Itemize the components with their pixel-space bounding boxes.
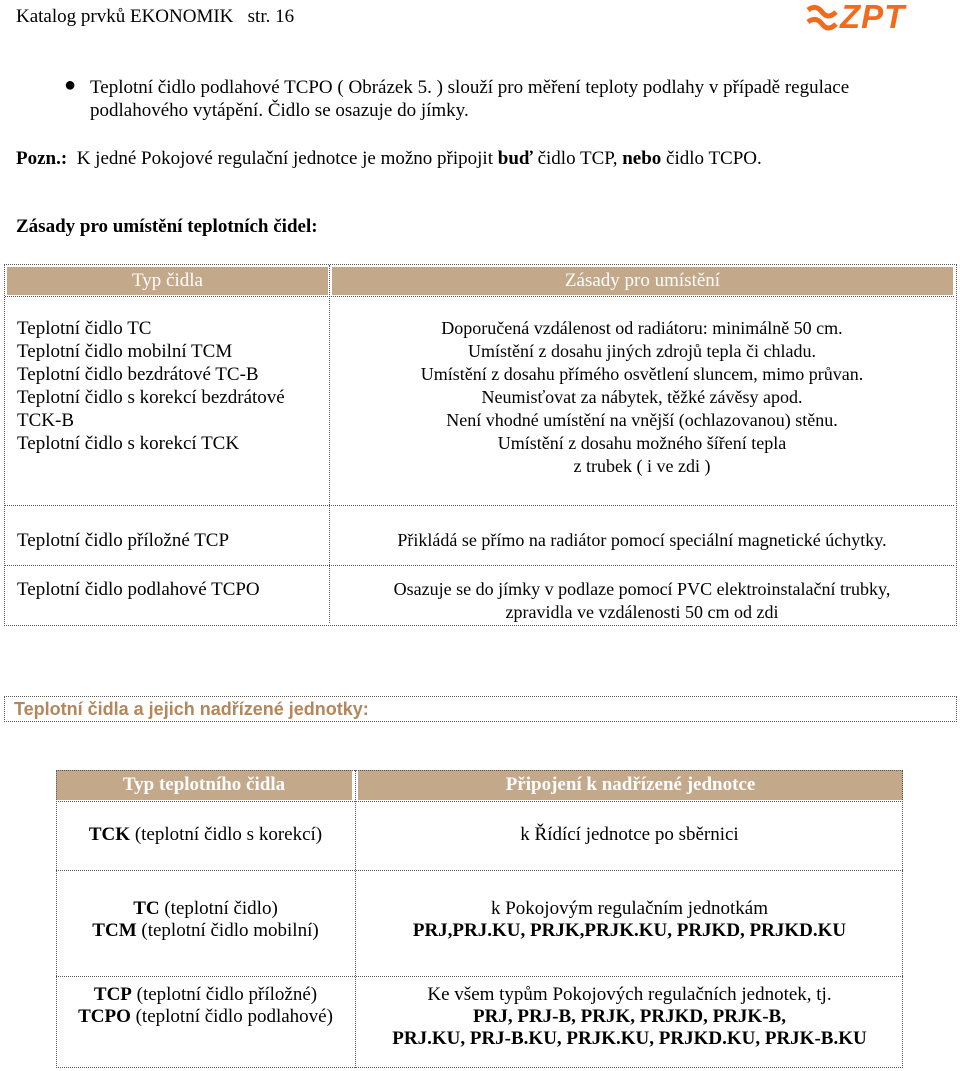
- section1-title: Zásady pro umístění teplotních čidel:: [16, 216, 318, 237]
- list-item: Umístění z dosahu možného šíření tepla: [497, 433, 787, 453]
- placement-table: [4, 264, 957, 626]
- table-divider: [329, 265, 330, 623]
- units-row2-connection: [356, 898, 903, 942]
- list-item: Teplotní čidlo TC: [17, 318, 152, 339]
- row3-rule: [331, 578, 953, 624]
- logo-text: ZPT: [840, 0, 906, 35]
- zpt-logo: [806, 0, 936, 36]
- row1-placement-rules: [331, 317, 953, 478]
- section2-title: Teplotní čidla a jejich nadřízené jednotky:: [14, 699, 369, 719]
- row2-rule: Přikládá se přímo na radiátor pomocí speciální magnetické úchytky.: [397, 530, 887, 550]
- list-item: Osazuje se do jímky v podlaze pomocí PVC elektroinstalační trubky,: [393, 579, 891, 599]
- sensor-desc: (teplotní čidlo příložné): [131, 984, 318, 1005]
- row-rule: [5, 565, 954, 566]
- sensor-code: TCM: [92, 920, 137, 941]
- header-rule: [56, 801, 903, 802]
- row1-sensor-list: [17, 317, 327, 455]
- units-row3-connection: [356, 984, 903, 1050]
- bullet-paragraph: [90, 76, 950, 122]
- col-header-placement: Zásady pro umístění: [332, 267, 953, 295]
- note-label: Pozn.: [16, 148, 61, 169]
- row-rule: [5, 505, 954, 506]
- page-header-title: Katalog prvků EKONOMIK str. 16: [16, 6, 295, 27]
- list-item: Umístění z dosahu přímého osvětlení sluncem, mimo průvan.: [420, 364, 864, 384]
- list-item: Není vhodné umístění na vnější (ochlazovanou) stěnu.: [446, 410, 838, 430]
- list-item: PRJ.KU, PRJ-B.KU, PRJK.KU, PRJKD.KU, PRJK-B.KU: [392, 1028, 867, 1049]
- list-item: Teplotní čidlo s korekcí bezdrátové: [17, 387, 285, 408]
- note-text-3: čidlo TCPO.: [661, 148, 762, 169]
- units-row1-sensor: [56, 824, 355, 846]
- sensor-code: TCP: [93, 984, 132, 1005]
- row3-sensor: Teplotní čidlo podlahové TCPO: [17, 579, 260, 600]
- units-row2-sensor: [56, 898, 355, 942]
- list-item: Ke všem typům Pokojových regulačních jednotek, tj.: [427, 984, 832, 1005]
- col-header-type: Typ čidla: [7, 267, 328, 295]
- row2-sensor: Teplotní čidlo příložné TCP: [17, 530, 230, 551]
- units-table: [56, 770, 903, 1068]
- note-text-2: čidlo TCP,: [532, 148, 623, 169]
- list-item: Teplotní čidlo bezdrátové TC-B: [17, 364, 259, 385]
- note-bold-2: nebo: [622, 148, 662, 169]
- list-item: TCK-B: [17, 410, 74, 431]
- sensor-code: TCPO: [78, 1006, 131, 1027]
- sensor-desc: (teplotní čidlo podlahové): [130, 1006, 333, 1027]
- sensor-desc: (teplotní čidlo s korekcí): [130, 824, 323, 845]
- header-rule: [5, 296, 954, 297]
- note-bold-1: buď: [497, 148, 533, 169]
- list-item: Doporučená vzdálenost od radiátoru: minimálně 50 cm.: [441, 318, 843, 338]
- list-item: [56, 1006, 355, 1028]
- row-rule: [56, 976, 903, 977]
- list-item: Umístění z dosahu jiných zdrojů tepla či chladu.: [468, 341, 816, 361]
- bullet-icon: ●: [64, 74, 77, 96]
- bullet-line-1: Teplotní čidlo podlahové TCPO ( Obrázek 5. ) slouží pro měření teploty podlahy v případě regulace: [90, 77, 850, 98]
- sensor-code: TC: [133, 898, 160, 919]
- units-row3-sensor: [56, 984, 355, 1028]
- bullet-line-2: podlahového vytápění. Čidlo se osazuje do jímky.: [90, 100, 469, 121]
- note-text-1: K jedné Pokojové regulační jednotce je možno připojit: [67, 148, 498, 169]
- list-item: zpravidla ve vzdálenosti 50 cm od zdi: [505, 602, 779, 622]
- list-item: PRJ,PRJ.KU, PRJK,PRJK.KU, PRJKD, PRJKD.KU: [412, 920, 847, 941]
- list-item: z trubek ( i ve zdi ): [573, 456, 711, 476]
- logo-wave-icon: [806, 4, 842, 32]
- list-item: Neumisťovat za nábytek, těžké závěsy apod.: [481, 387, 803, 407]
- list-item: [56, 920, 355, 942]
- list-item: Teplotní čidlo s korekcí TCK: [17, 433, 240, 454]
- note-paragraph: [16, 148, 762, 170]
- list-item: [56, 898, 355, 920]
- list-item: Teplotní čidlo mobilní TCM: [17, 341, 233, 362]
- list-item: k Pokojovým regulačním jednotkám: [490, 898, 769, 919]
- list-item: PRJ, PRJ-B, PRJK, PRJKD, PRJK-B,: [473, 1006, 786, 1027]
- col-header-connection: Připojení k nadřízené jednotce: [358, 770, 903, 800]
- list-item: [56, 984, 355, 1006]
- units-row1-connection: k Řídící jednotce po sběrnici: [520, 824, 739, 845]
- note-colon: :: [60, 148, 68, 169]
- sensor-desc: (teplotní čidlo mobilní): [136, 920, 319, 941]
- sensor-code: TCK: [88, 824, 131, 845]
- row-rule: [56, 870, 903, 871]
- sensor-desc: (teplotní čidlo): [159, 898, 278, 919]
- col-header-sensor-type: Typ teplotního čidla: [56, 770, 352, 800]
